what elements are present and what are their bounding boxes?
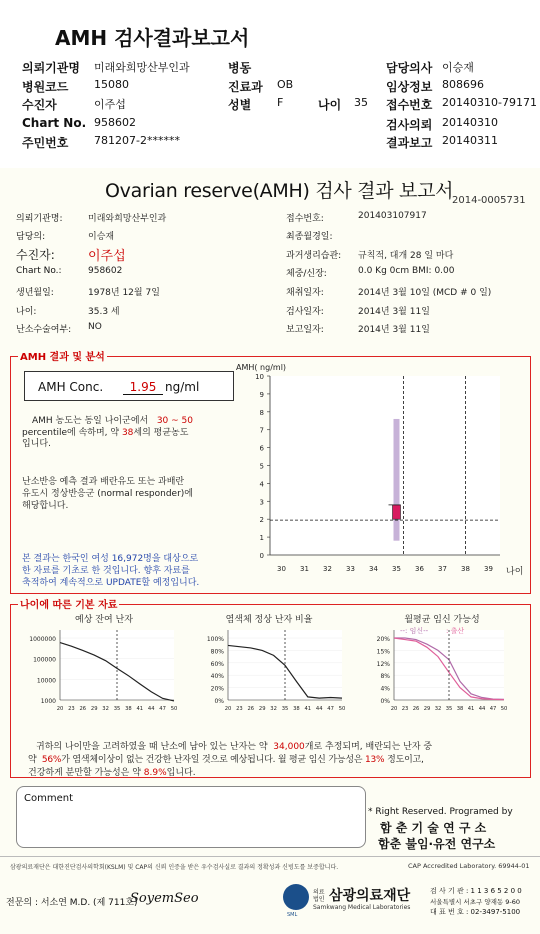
x-tick-label: 23 — [401, 706, 409, 712]
x-tick-label: 20 — [390, 706, 398, 712]
x-tick-label: 26 — [412, 706, 420, 712]
note-para-line2: 한 자료를 기초로 한 것입니다. 향후 자료를 — [22, 566, 190, 576]
patient-label-4: Chart No.: — [16, 266, 62, 276]
response-para-line3: 해당합니다. — [22, 501, 69, 511]
summary-label-4-l4: 검사의뢰 — [386, 118, 433, 132]
test-value-3: 규칙적, 대개 28 일 마다 — [358, 251, 454, 261]
summary-value-4-v1: 958602 — [94, 116, 136, 129]
x-tick-label: 44 — [478, 706, 486, 712]
amh-age-chart — [232, 362, 528, 592]
x-tick-label: 23 — [68, 706, 75, 712]
divider — [0, 856, 540, 857]
x-tick-label: 41 — [304, 706, 312, 712]
summary-value-2-v4: 808696 — [442, 78, 484, 91]
normal-eggs-ratio-chart — [184, 612, 354, 730]
y-tick-label: 15% — [376, 648, 390, 656]
summary-line3: 건강하게 분만할 가능성은 약 8.9%입니다. — [28, 768, 196, 778]
y-tick-label: 2 — [259, 516, 264, 525]
test-label-1: 접수번호: — [286, 214, 324, 224]
test-value-7: 2014년 3월 11일 — [358, 325, 430, 335]
x-tick-label: 50 — [170, 706, 178, 712]
y-tick-label: 20% — [210, 685, 224, 693]
y-tick-label: 9 — [259, 390, 264, 399]
comment-label: Comment — [24, 793, 73, 804]
y-tick-label: 80% — [210, 648, 224, 656]
summary-label-5-l4: 결과보고 — [386, 136, 433, 150]
test-label-6: 검사일자: — [286, 307, 324, 317]
x-tick-label: 35 — [392, 565, 401, 573]
foundation-name: 삼광의료재단 — [329, 888, 411, 904]
x-tick-label: 47 — [327, 706, 334, 712]
x-tick-label: 36 — [415, 565, 424, 573]
amh-conc-unit: ng/ml — [165, 380, 200, 394]
chart-title: 월평균 임신 가능성 — [404, 615, 480, 625]
document-number: 2014-0005731 — [452, 195, 526, 206]
y-tick-label: 0% — [214, 698, 224, 705]
test-value-4: 0.0 Kg 0cm BMI: 0.00 — [358, 266, 455, 276]
y-tick-label: 7 — [259, 426, 264, 435]
doctor-signature: SoyemSeo — [130, 891, 199, 906]
legend-pregnancy: --: 임신-- — [400, 627, 429, 635]
test-value-5: 2014년 3월 10일 (MCD # 0 일) — [358, 288, 492, 298]
summary-label-2-l4: 임상정보 — [386, 80, 433, 94]
summary-label-3-l2: 성별 — [228, 98, 252, 112]
x-tick-label: 35 — [113, 706, 121, 712]
summary-label-3-l3: 나이 — [318, 98, 342, 112]
summary-value-5-v4: 20140311 — [442, 134, 498, 147]
amh-conc-label: AMH Conc. — [38, 380, 104, 394]
amh-conc-value: 1.95 — [123, 380, 163, 395]
cap-accreditation: CAP Accredited Laboratory. 69944-01 — [408, 862, 530, 870]
x-tick-label: 38 — [456, 706, 464, 712]
summary-value-3-v2: F — [277, 96, 284, 109]
report-page — [0, 168, 540, 934]
x-tick-label: 32 — [434, 706, 442, 712]
patient-value-6: 35.3 세 — [88, 307, 120, 317]
y-tick-label: 3 — [259, 498, 264, 507]
x-tick-label: 20 — [224, 706, 232, 712]
patient-label-3: 수진자: — [16, 248, 55, 262]
y-tick-label: 20% — [376, 636, 390, 643]
foundation-name-en: Samkwang Medical Laboratories — [313, 904, 411, 911]
y-tick-label: 12% — [376, 660, 390, 668]
certification-note: 삼광의료재단은 대한진단검사의학회(KSLM) 및 CAP의 신뢰 인증을 받은 우수검사실로 결과의 정확성과 신빙도를 보증합니다. — [10, 864, 339, 871]
test-label-5: 채취일자: — [286, 288, 324, 298]
summary-label-1-l1: 의뢰기관명 — [22, 61, 80, 75]
x-tick-label: 44 — [147, 706, 155, 712]
foundation-type: 의료법인 — [313, 889, 325, 903]
x-tick-label: 47 — [489, 706, 497, 712]
patient-value-4: 958602 — [88, 266, 123, 276]
y-tick-label: 100000 — [33, 656, 56, 664]
foundation-logo-icon — [283, 884, 309, 910]
summary-line2: 약 56%가 염색체이상이 없는 건강한 난자일 것으로 예상됩니다. 월 평균 임신 가능성은 13% 정도이고, — [28, 755, 424, 765]
x-tick-label: 30 — [277, 565, 286, 573]
x-axis-label: 나이 — [506, 567, 524, 577]
patient-label-5: 생년월일: — [16, 288, 54, 298]
x-tick-label: 23 — [236, 706, 243, 712]
x-tick-label: 39 — [484, 565, 493, 573]
y-tick-label: 0% — [380, 698, 390, 705]
x-tick-label: 50 — [500, 706, 508, 712]
x-tick-label: 29 — [258, 706, 266, 712]
summary-value-2-v2: OB — [277, 78, 294, 91]
summary-title: AMH 검사결과보고서 — [55, 26, 250, 50]
x-tick-label: 32 — [102, 706, 109, 712]
patient-value-3: 이주섭 — [88, 249, 126, 264]
y-tick-label: 1000000 — [29, 636, 56, 643]
patient-label-2: 담당의: — [16, 232, 46, 242]
x-tick-label: 41 — [136, 706, 144, 712]
patient-label-6: 나이: — [16, 307, 37, 317]
plot-background — [60, 630, 174, 700]
foundation-logo-text: SML — [287, 912, 298, 918]
summary-value-1-v1: 미래와희망산부인과 — [94, 61, 190, 74]
monthly-pregnancy-chart — [354, 612, 530, 730]
institute-name-1: 함 춘 기 술 연 구 소 — [380, 821, 487, 835]
chart-title: 염색체 정상 난자 비율 — [225, 615, 313, 625]
x-tick-label: 37 — [438, 565, 447, 573]
institute-name-2: 함춘 불임·유전 연구소 — [378, 837, 496, 851]
note-para-line3: 축적하여 계속적으로 UPDATE할 예정입니다. — [22, 578, 200, 588]
x-tick-label: 26 — [247, 706, 255, 712]
test-value-1: 201403107917 — [358, 211, 427, 221]
amh-para-line3: 입니다. — [22, 439, 51, 449]
y-tick-label: 10 — [255, 373, 264, 381]
y-tick-label: 10000 — [36, 677, 56, 685]
summary-label-2-l1: 병원코드 — [22, 80, 69, 94]
summary-label-1-l4: 담당의사 — [386, 61, 433, 75]
contact-code: 검 사 기 관 : 1 1 3 6 5 2 0 0 — [430, 887, 522, 895]
x-tick-label: 29 — [423, 706, 431, 712]
summary-line1: 귀하의 나이만을 고려하였을 때 난소에 남아 있는 난자는 약 34,000개로 추정되며, 배란되는 난자 중 — [36, 742, 433, 752]
test-label-2: 최종월경일: — [286, 232, 333, 242]
contact-phone: 대 표 번 호 : 02-3497-5100 — [430, 908, 521, 916]
patient-label-7: 난소수술여부: — [16, 325, 72, 335]
x-tick-label: 33 — [346, 565, 355, 573]
y-tick-label: 8 — [259, 408, 264, 417]
y-tick-label: 0 — [259, 552, 264, 560]
x-tick-label: 38 — [125, 706, 132, 712]
report-title: Ovarian reserve(AMH) 검사 결과 보고서 — [105, 180, 454, 202]
y-tick-label: 40% — [210, 673, 224, 681]
summary-label-2-l2: 진료과 — [228, 80, 263, 94]
y-tick-label: 4% — [380, 685, 390, 693]
x-tick-label: 32 — [270, 706, 277, 712]
x-tick-label: 32 — [323, 565, 332, 573]
summary-value-2-v1: 15080 — [94, 78, 129, 91]
x-tick-label: 44 — [315, 706, 323, 712]
x-tick-label: 35 — [281, 706, 289, 712]
x-tick-label: 38 — [461, 565, 470, 573]
amh-para-line2: percentile에 속하며, 약 38세의 평균농도 — [22, 428, 189, 438]
iqr-box — [393, 505, 401, 519]
x-tick-label: 35 — [445, 706, 453, 712]
rights-text: * Right Reserved. Programed by — [368, 807, 513, 817]
summary-value-4-v4: 20140310 — [442, 116, 498, 129]
y-tick-label: 8% — [380, 673, 390, 681]
test-label-7: 보고일자: — [286, 325, 324, 335]
section-title-age-data: 나이에 따른 기본 자료 — [18, 596, 119, 611]
x-tick-label: 50 — [338, 706, 346, 712]
y-tick-label: 4 — [259, 480, 264, 489]
patient-value-2: 이승재 — [88, 232, 115, 242]
response-para-line2: 유도시 정상반응군 (normal responder)에 — [22, 489, 193, 499]
y-tick-label: 5 — [259, 462, 264, 471]
legend-birth: : 출산 — [446, 627, 465, 635]
summary-value-3-v4: 20140310-79171 — [442, 96, 537, 109]
summary-value-1-v4: 이승재 — [442, 61, 474, 74]
summary-value-3-v3: 35 — [354, 96, 368, 109]
test-label-3: 과거생리습관: — [286, 251, 342, 261]
distribution-bar — [394, 419, 400, 541]
doctor-name: 전문의 : 서소연 M.D. (제 711호) — [6, 898, 138, 908]
contact-address: 서울특별시 서초구 양재동 9-60 — [430, 898, 521, 906]
x-tick-label: 41 — [467, 706, 475, 712]
test-label-4: 체중/신장: — [286, 269, 327, 279]
y-tick-label: 1 — [259, 534, 264, 543]
y-tick-label: 6 — [259, 444, 264, 453]
patient-value-5: 1978년 12월 7일 — [88, 288, 160, 298]
y-axis-label: AMH( ng/ml) — [236, 363, 287, 372]
y-tick-label: 1000 — [40, 698, 56, 705]
x-tick-label: 31 — [300, 565, 309, 573]
summary-header — [0, 0, 540, 168]
x-tick-label: 26 — [79, 706, 87, 712]
x-tick-label: 38 — [293, 706, 300, 712]
patient-value-1: 미래와희망산부인과 — [88, 214, 167, 224]
summary-label-5-l1: 주민번호 — [22, 136, 69, 150]
summary-value-3-v1: 이주섭 — [94, 98, 126, 111]
patient-value-7: NO — [88, 322, 102, 332]
x-tick-label: 20 — [56, 706, 64, 712]
y-tick-label: 100% — [206, 636, 224, 643]
summary-label-3-l4: 접수번호 — [386, 98, 433, 112]
chart-title: 예상 잔여 난자 — [75, 615, 133, 625]
summary-label-1-l2: 병동 — [228, 61, 252, 75]
remaining-eggs-chart — [14, 612, 184, 730]
response-para-line1: 난소반응 예측 결과 배란유도 또는 과배란 — [22, 477, 185, 487]
y-tick-label: 60% — [210, 660, 224, 668]
summary-value-5-v1: 781207-2****** — [94, 134, 180, 147]
note-para-line1: 본 결과는 한국인 여성 16,972명을 대상으로 — [22, 554, 199, 564]
test-value-6: 2014년 3월 11일 — [358, 307, 430, 317]
amh-para-line1: AMH 농도는 동일 나이군에서 30 ~ 50 — [32, 416, 193, 426]
x-tick-label: 29 — [90, 706, 98, 712]
summary-label-3-l1: 수진자 — [22, 98, 57, 112]
x-tick-label: 47 — [159, 706, 166, 712]
x-tick-label: 34 — [369, 565, 378, 573]
section-title-amh: AMH 결과 및 분석 — [18, 348, 107, 363]
patient-label-1: 의뢰기관명: — [16, 214, 63, 224]
summary-label-4-l1: Chart No. — [22, 116, 87, 130]
